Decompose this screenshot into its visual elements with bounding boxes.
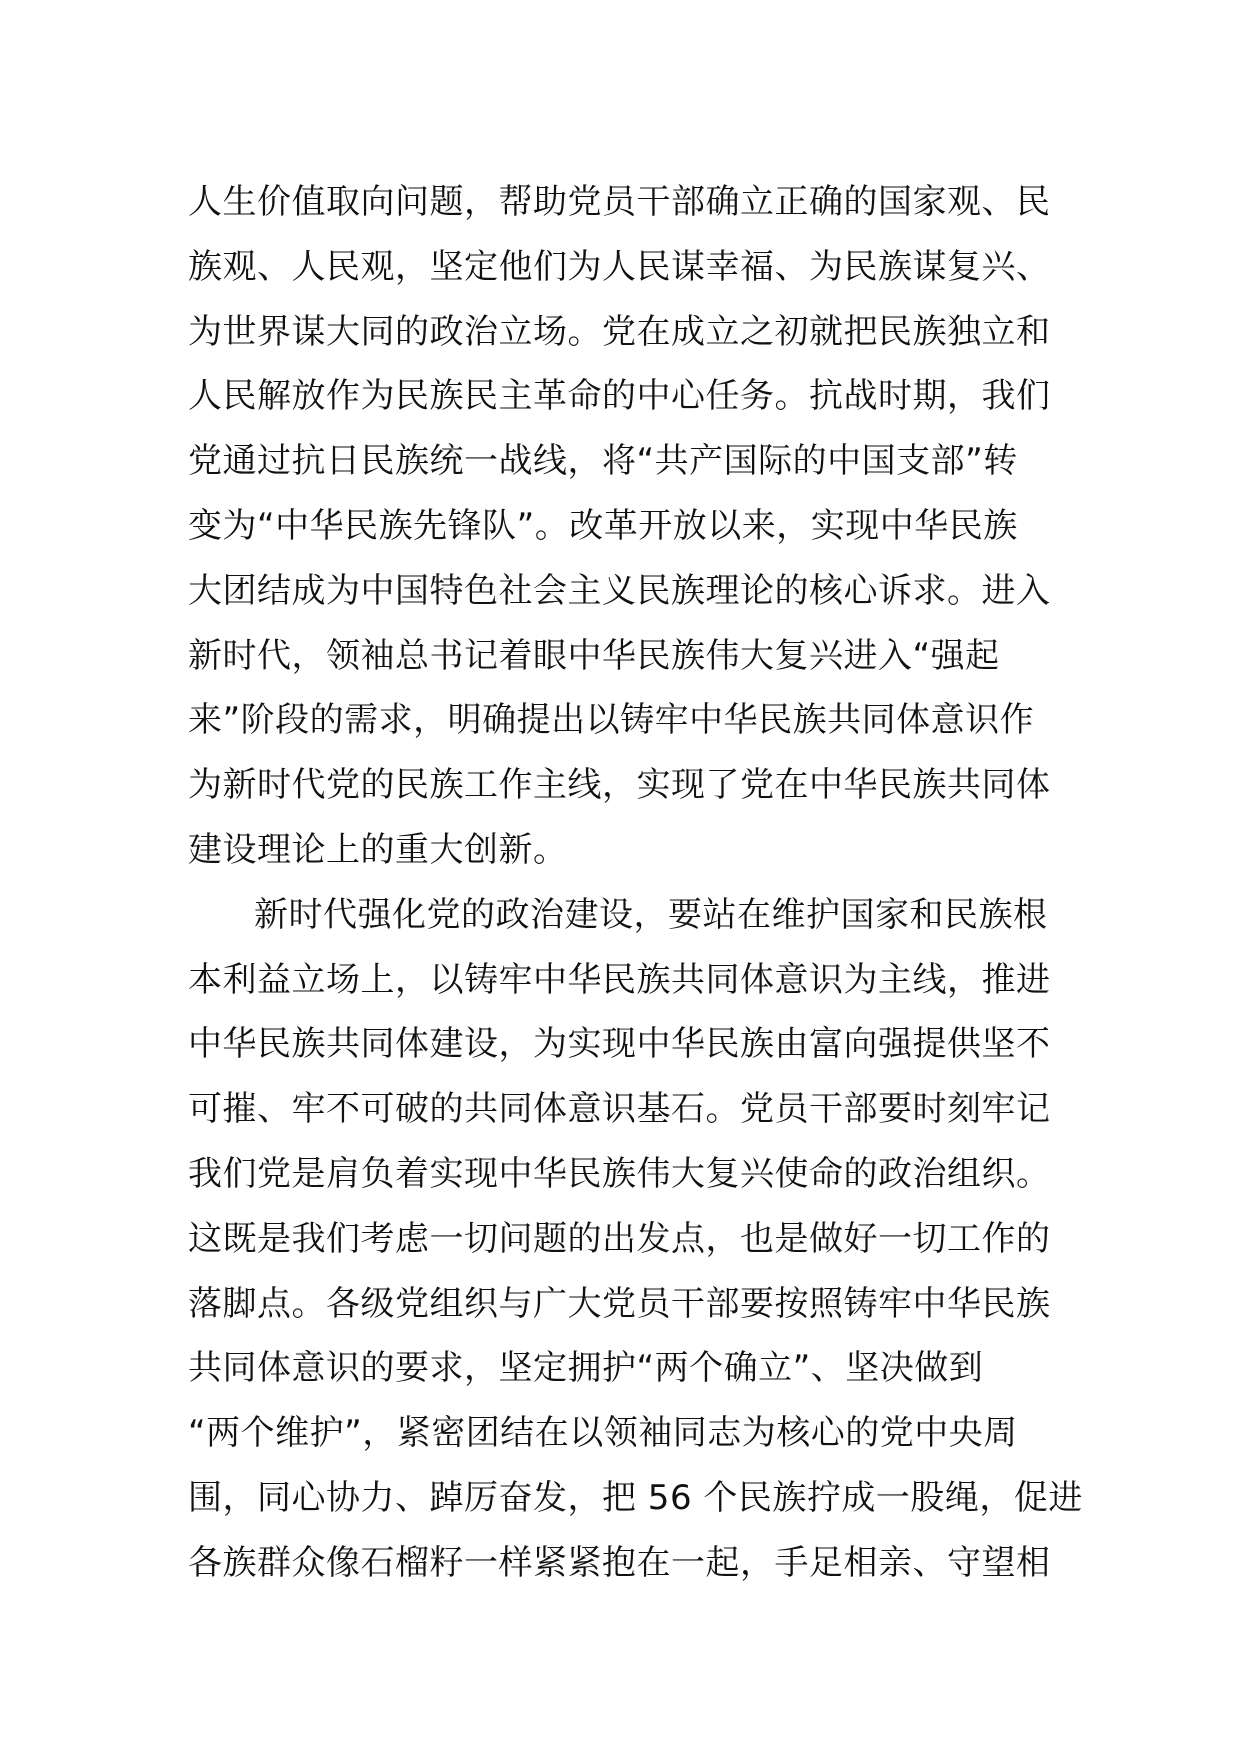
text-line: 各族群众像石榴籽一样紧紧抱在一起，手足相亲、守望相 xyxy=(188,1542,1051,1583)
text-line: 族观、人民观，坚定他们为人民谋幸福、为民族谋复兴、 xyxy=(188,246,1051,287)
text-line: 来”阶段的需求，明确提出以铸牢中华民族共同体意识作 xyxy=(188,700,1035,741)
text-line: 本利益立场上，以铸牢中华民族共同体意识为主线，推进 xyxy=(188,959,1051,1000)
text-line: 大团结成为中国特色社会主义民族理论的核心诉求。进入 xyxy=(188,570,1051,611)
text-line: 共同体意识的要求，坚定拥护“两个确立”、坚决做到 xyxy=(188,1348,984,1389)
text-line: 人民解放作为民族民主革命的中心任务。抗战时期，我们 xyxy=(188,376,1051,417)
text-line: 围，同心协力、踔厉奋发，把 56 个民族拧成一股绳，促进 xyxy=(188,1477,1083,1518)
text-line: 为新时代党的民族工作主线，实现了党在中华民族共同体 xyxy=(188,765,1051,806)
text-line: 中华民族共同体建设，为实现中华民族由富向强提供坚不 xyxy=(188,1024,1051,1065)
text-line: 我们党是肩负着实现中华民族伟大复兴使命的政治组织。 xyxy=(188,1153,1051,1194)
text-line: 新时代强化党的政治建设，要站在维护国家和民族根 xyxy=(254,894,1048,935)
body-text xyxy=(188,170,1083,1596)
paragraph-1 xyxy=(188,170,1058,883)
text-line: “两个维护”，紧密团结在以领袖同志为核心的党中央周 xyxy=(188,1413,1018,1454)
text-line: 这既是我们考虑一切问题的出发点，也是做好一切工作的 xyxy=(188,1218,1051,1259)
text-line: 新时代，领袖总书记着眼中华民族伟大复兴进入“强起 xyxy=(188,635,1000,676)
paragraph-2 xyxy=(188,883,1083,1596)
text-line: 变为“中华民族先锋队”。改革开放以来，实现中华民族 xyxy=(188,505,1018,546)
text-line: 人生价值取向问题，帮助党员干部确立正确的国家观、民 xyxy=(188,182,1051,222)
text-line: 为世界谋大同的政治立场。党在成立之初就把民族独立和 xyxy=(188,311,1051,352)
text-line: 可摧、牢不可破的共同体意识基石。党员干部要时刻牢记 xyxy=(188,1089,1051,1130)
text-line: 落脚点。各级党组织与广大党员干部要按照铸牢中华民族 xyxy=(188,1283,1051,1324)
text-line: 建设理论上的重大创新。 xyxy=(188,829,568,870)
text-line: 党通过抗日民族统一战线，将“共产国际的中国支部”转 xyxy=(188,441,1018,482)
